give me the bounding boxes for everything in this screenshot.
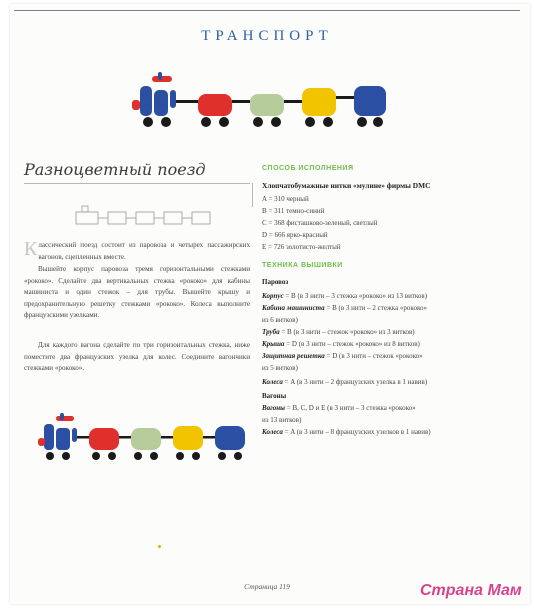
wagon-item: Колеса = A (в 3 нити – 8 французских узелков в 1 навив)	[262, 428, 431, 436]
thread-d: D = 666 ярко-красный	[262, 231, 328, 239]
locomotive-heading: Паровоз	[262, 278, 289, 286]
thread-a: A = 310 черный	[262, 195, 309, 203]
wagons-heading: Вагоны	[262, 392, 287, 400]
decorative-dot	[158, 545, 161, 548]
technique-item: из 5 витков)	[262, 364, 298, 372]
top-border	[14, 10, 520, 11]
watermark-logo: Страна Мам	[420, 582, 522, 599]
technique-item: Крыша = D (в 3 нити – стежок «рококо» из 8 витков)	[262, 340, 420, 348]
section-divider-vertical	[252, 183, 253, 207]
section-title: Разноцветный поезд	[24, 160, 206, 179]
technique-item: Кабина машиниста = B (в 3 нити – 2 стежка «рококо»	[262, 304, 428, 312]
technique-item: из 6 витков)	[262, 316, 298, 324]
technique-heading: ТЕХНИКА ВЫШИВКИ	[262, 262, 343, 269]
drop-cap: К	[24, 238, 38, 260]
thread-c: C = 368 фисташково-зеленый, светлый	[262, 219, 378, 227]
intro-paragraph-3: Для каждого вагона сделайте по три горизонтальных стежка, ниже поместите два французских узелка для колес. Соедините вагончики стежками «рококо».	[24, 341, 250, 373]
wagon-item: Вагоны = B, C, D и E (в 3 нити – 3 стежка «рококо»	[262, 404, 416, 412]
materials-heading: СПОСОБ ИСПОЛНЕНИЯ	[262, 165, 354, 172]
wagon-item: из 13 витков)	[262, 416, 302, 424]
train-illustration-bottom	[34, 412, 256, 468]
technique-item: Труба = B (в 3 нити – стежок «рококо» из 3 витков)	[262, 328, 415, 336]
train-outline-pattern	[74, 202, 214, 230]
thread-b: B = 311 темно-синий	[262, 207, 325, 215]
section-divider	[24, 183, 250, 184]
technique-item: Защитная решетка = D (в 3 нити – стежок «рококо»	[262, 352, 423, 360]
intro-paragraph-1: Классический поезд состоит из паровоза и четырех пассажирских вагонов, сцепленных вместе.	[24, 238, 250, 261]
technique-item: Колеса = A (в 3 нити – 2 французских узелка в 1 навив)	[262, 378, 428, 386]
technique-item: Корпус = B (в 3 нити – 3 стежка «рококо» из 13 витков)	[262, 292, 428, 300]
materials-brand: Хлопчатобумажные нитки «мулине» фирмы DMC	[262, 181, 431, 190]
train-illustration-top	[130, 68, 395, 138]
page-title: ТРАНСПОРТ	[201, 28, 333, 44]
intro-paragraph-2: Вышейте корпус паровоза тремя горизонтальными стежками «рококо». Сделайте два вертикальных стежка «рококо» для кабины машиниста и один стежок – для трубы. Вышейте крышу и предохранительную решетку стежками «рококо». Колеса выполните французскими узелками.	[24, 265, 250, 320]
page-number: Страница 119	[244, 582, 290, 591]
thread-e: E = 726 золотисто-желтый	[262, 243, 341, 251]
